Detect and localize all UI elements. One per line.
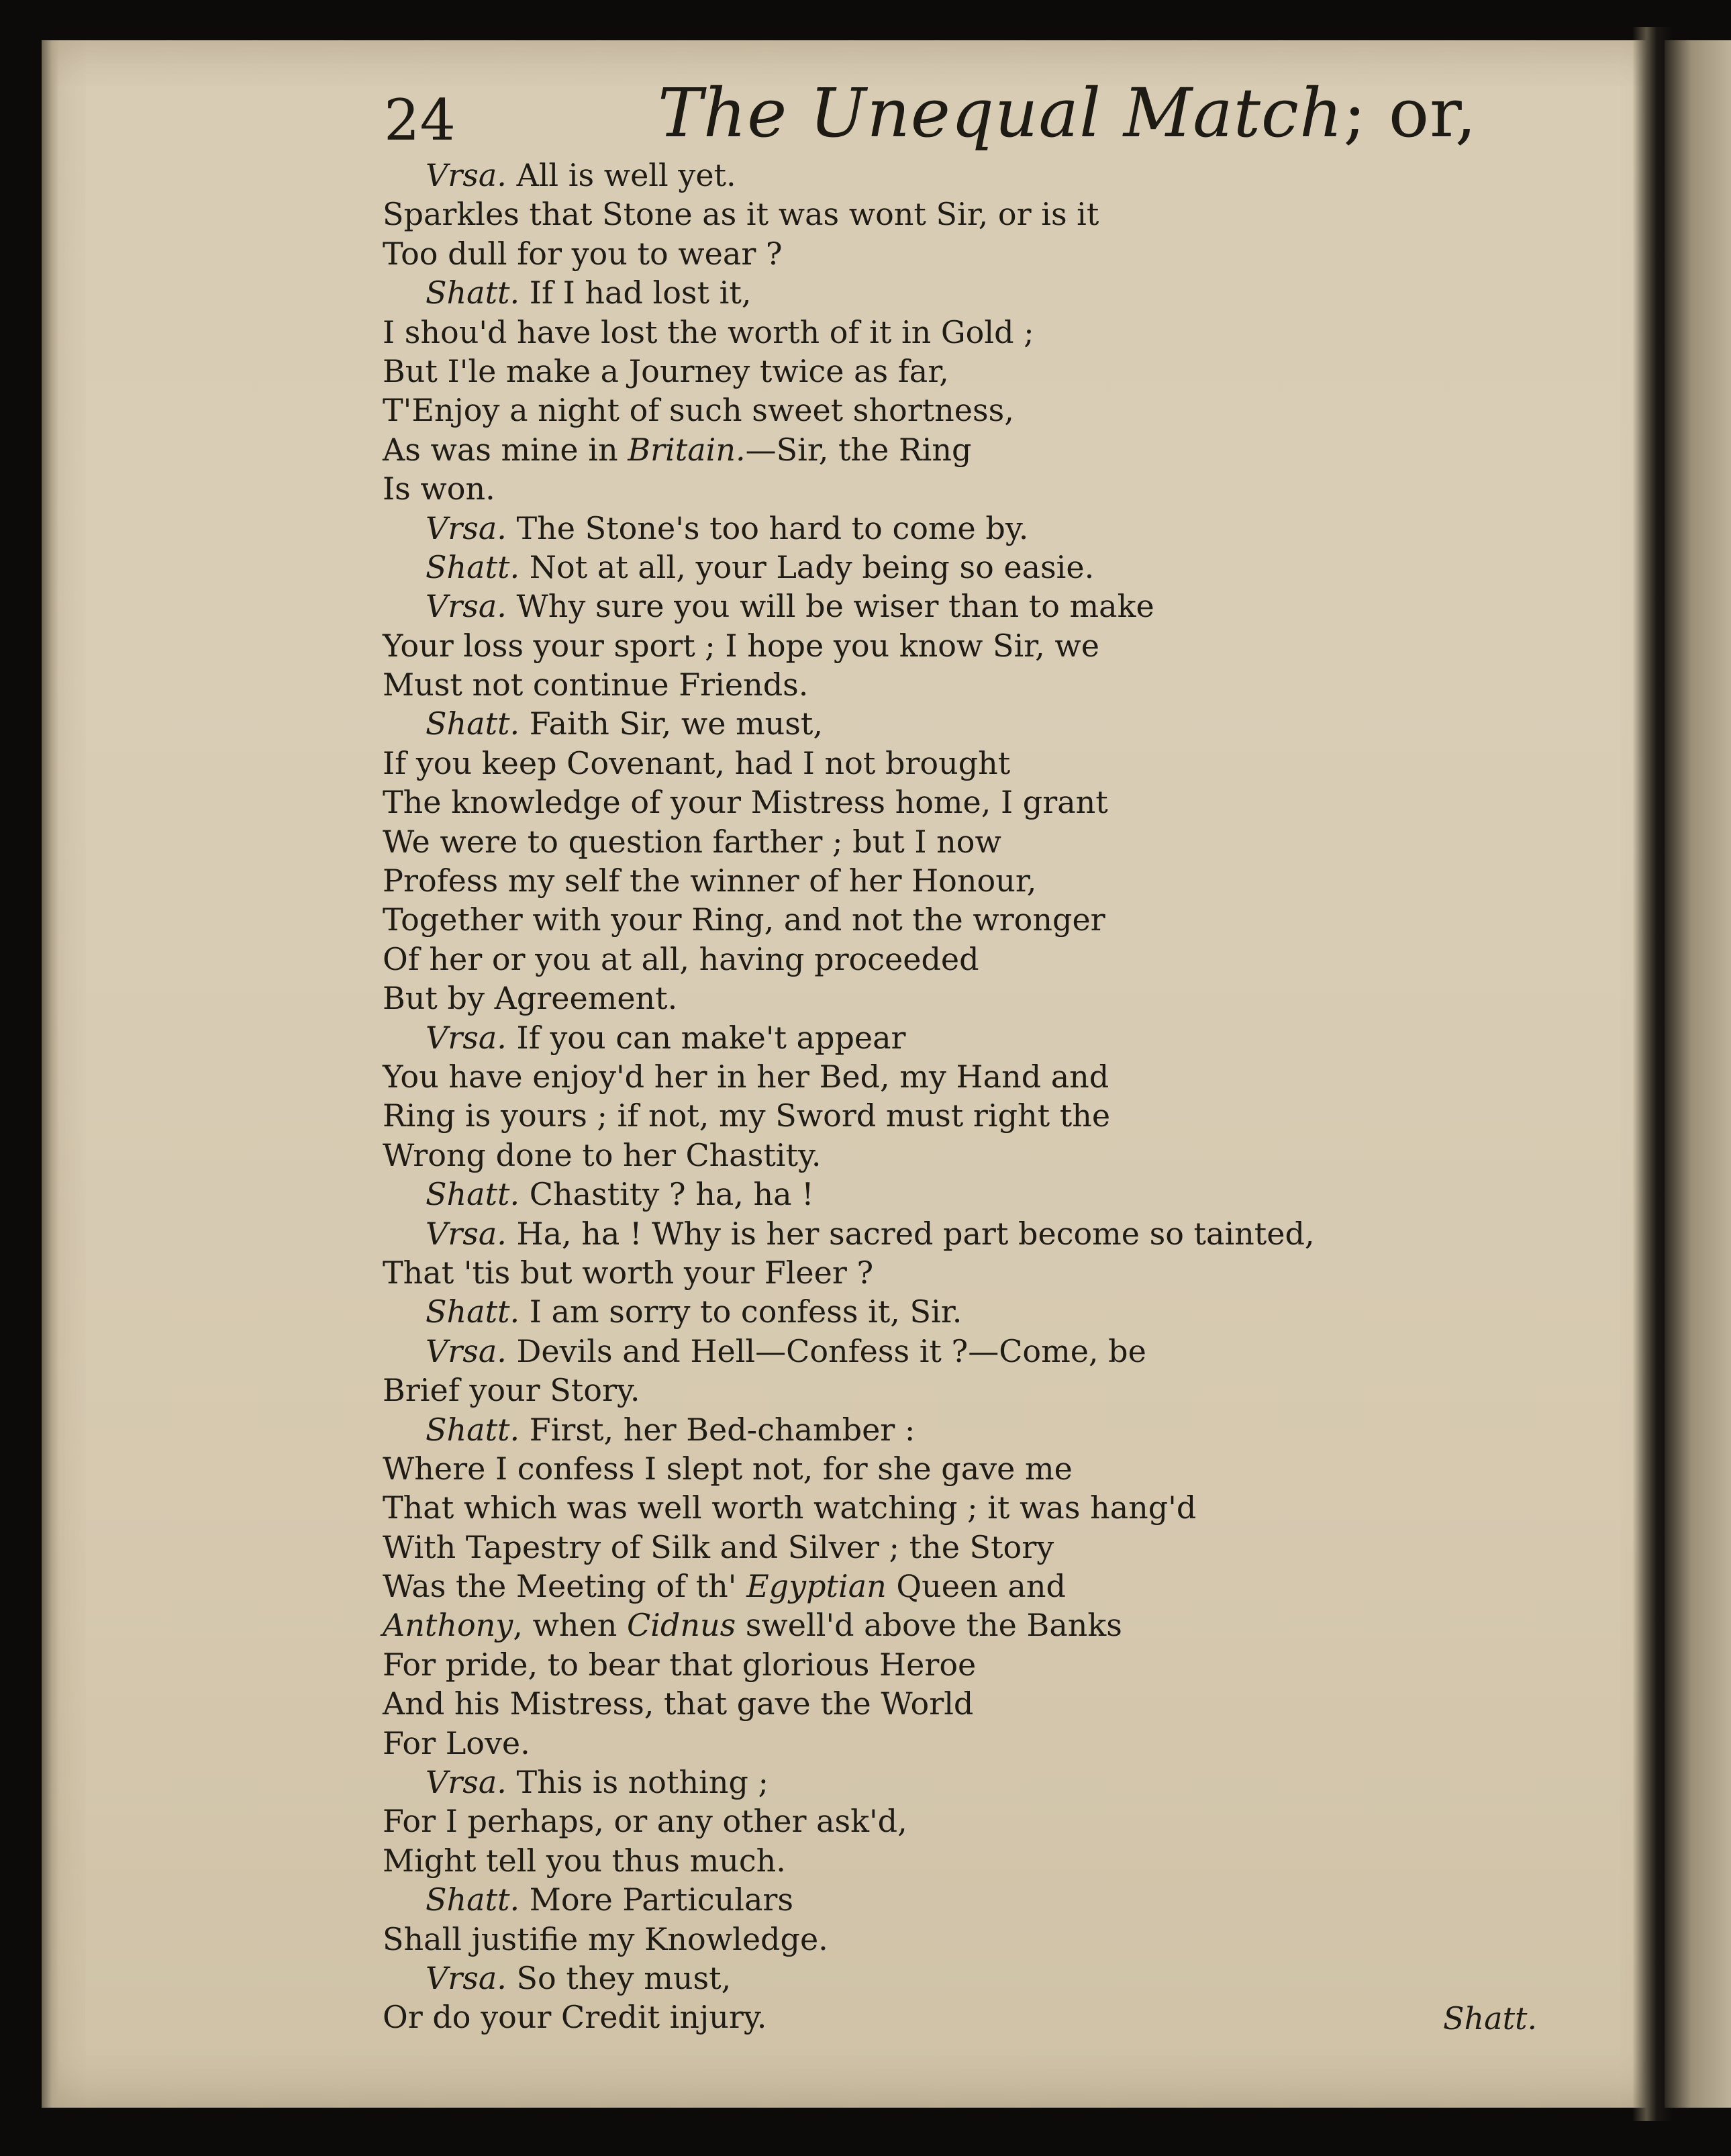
text-line	[383, 156, 1309, 195]
line-text: You have enjoy'd her in her Bed, my Hand and	[383, 1058, 1109, 1095]
line-text: But by Agreement.	[383, 980, 678, 1017]
speaker-name: Shatt.	[426, 275, 520, 311]
speaker-name: Vrsa.	[426, 1332, 507, 1369]
running-title	[658, 74, 1477, 152]
line-text: More Particulars	[520, 1881, 794, 1918]
text-line	[383, 1175, 1309, 1214]
running-title-main: The Unequal Match	[658, 74, 1344, 152]
line-text: The Stone's too hard to come by.	[506, 509, 1029, 546]
text-line	[383, 391, 1309, 430]
text-line	[383, 1410, 1309, 1449]
text-line	[383, 234, 1309, 273]
text-line	[383, 1645, 1309, 1684]
line-text: Might tell you thus much.	[383, 1842, 786, 1879]
text-line	[383, 861, 1309, 900]
text-line	[383, 1998, 1309, 2037]
text-line	[383, 940, 1309, 979]
text-line	[383, 1292, 1309, 1331]
line-text: Of her or you at all, having proceeded	[383, 940, 979, 977]
italic-name: Egyptian	[746, 1568, 887, 1605]
text-line	[383, 1841, 1309, 1880]
text-line	[383, 626, 1309, 665]
text-line	[383, 1057, 1309, 1096]
text-line	[383, 1802, 1309, 1841]
speaker-name: Vrsa.	[426, 1215, 507, 1252]
page-left-edge	[42, 40, 59, 2108]
line-text: I am sorry to confess it, Sir.	[520, 1293, 962, 1330]
text-line	[383, 783, 1309, 822]
line-text: Why sure you will be wiser than to make	[506, 588, 1154, 625]
text-line	[383, 548, 1309, 587]
text-line	[383, 665, 1309, 704]
speaker-name: Shatt.	[426, 1411, 520, 1448]
line-text: But I'le make a Journey twice as far,	[383, 352, 949, 389]
text-line	[383, 1684, 1309, 1723]
line-text: Wrong done to her Chastity.	[383, 1136, 822, 1173]
line-text: Your loss your sport ; I hope you know Sir, we	[383, 627, 1099, 664]
text-line	[383, 1920, 1309, 1959]
line-text: Profess my self the winner of her Honour,	[383, 863, 1037, 899]
line-text: Shall justifie my Knowledge.	[383, 1920, 828, 1957]
line-text: The knowledge of your Mistress home, I grant	[383, 784, 1108, 821]
text-line	[383, 1959, 1309, 1998]
line-text: Was the Meeting of th'	[383, 1568, 747, 1605]
text-line	[383, 1332, 1309, 1371]
speaker-name: Shatt.	[426, 1176, 520, 1213]
text-line	[383, 1724, 1309, 1763]
line-text: Not at all, your Lady being so easie.	[520, 548, 1095, 585]
catchword: Shatt.	[1443, 2000, 1538, 2037]
text-line	[383, 430, 1309, 469]
text-line	[383, 1018, 1309, 1057]
text-line	[383, 1528, 1309, 1567]
line-text: Ha, ha ! Why is her sacred part become so tainted,	[506, 1215, 1315, 1252]
facing-page-edge	[1665, 40, 1731, 2108]
line-text: , when	[513, 1607, 627, 1644]
line-text: Queen and	[886, 1568, 1066, 1605]
speaker-name: Vrsa.	[426, 509, 507, 546]
line-text: Chastity ? ha, ha !	[520, 1176, 814, 1213]
line-text: That which was well worth watching ; it was hang'd	[383, 1489, 1197, 1526]
line-text: For pride, to bear that glorious Heroe	[383, 1646, 977, 1683]
text-line	[383, 273, 1309, 312]
line-text: This is nothing ;	[506, 1764, 769, 1801]
text-line	[383, 1096, 1309, 1135]
text-line	[383, 822, 1309, 861]
page-number: 24	[384, 87, 456, 153]
speaker-name: Vrsa.	[426, 588, 507, 625]
line-text: Devils and Hell—Confess it ?—Come, be	[506, 1332, 1146, 1369]
text-line	[383, 352, 1309, 391]
text-line	[383, 1606, 1309, 1645]
speaker-name: Shatt.	[426, 548, 520, 585]
play-text	[383, 156, 1315, 2037]
line-text: With Tapestry of Silk and Silver ; the Story	[383, 1528, 1054, 1565]
text-line	[383, 900, 1309, 939]
page-header	[376, 67, 1477, 154]
line-text: First, her Bed-chamber :	[520, 1411, 916, 1448]
line-text: If I had lost it,	[520, 275, 752, 311]
line-text: Faith Sir, we must,	[520, 705, 824, 742]
text-line	[383, 1880, 1309, 1919]
running-title-tail: ; or,	[1343, 74, 1477, 152]
line-text: Where I confess I slept not, for she gave me	[383, 1450, 1073, 1487]
line-text: Must not continue Friends.	[383, 667, 809, 703]
text-line	[383, 1763, 1309, 1802]
text-line	[383, 587, 1309, 626]
text-line	[383, 313, 1309, 352]
line-text: Is won.	[383, 471, 495, 507]
speaker-name: Vrsa.	[426, 1764, 507, 1801]
text-line	[383, 195, 1309, 234]
text-line	[383, 1371, 1309, 1410]
italic-name: Cidnus	[626, 1607, 736, 1644]
speaker-name: Vrsa.	[426, 157, 507, 193]
line-text: Ring is yours ; if not, my Sword must right the	[383, 1097, 1111, 1134]
speaker-name: Shatt.	[426, 705, 520, 742]
line-text: That 'tis but worth your Fleer ?	[383, 1254, 874, 1291]
text-line	[383, 704, 1309, 743]
line-text: —Sir, the Ring	[745, 431, 972, 468]
line-text: All is well yet.	[506, 157, 736, 193]
line-text: If you can make't appear	[506, 1019, 906, 1056]
line-text: If you keep Covenant, had I not brought	[383, 744, 1011, 781]
text-line	[383, 979, 1309, 1018]
text-line	[383, 744, 1309, 783]
line-text: Together with your Ring, and not the wronger	[383, 901, 1105, 938]
speaker-name: Vrsa.	[426, 1959, 507, 1996]
text-line	[383, 1214, 1315, 1253]
text-line	[383, 1449, 1309, 1488]
line-text: And his Mistress, that gave the World	[383, 1685, 974, 1722]
line-text: T'Enjoy a night of such sweet shortness,	[383, 392, 1014, 429]
line-text: So they must,	[506, 1959, 732, 1996]
line-text: Or do your Credit injury.	[383, 1999, 767, 2036]
text-line	[383, 1567, 1309, 1606]
line-text: We were to question farther ; but I now	[383, 823, 1001, 860]
italic-name: Britain.	[628, 431, 746, 468]
text-line	[383, 1488, 1309, 1527]
text-line	[383, 1253, 1309, 1292]
speaker-name: Vrsa.	[426, 1019, 507, 1056]
speaker-name: Shatt.	[426, 1293, 520, 1330]
line-text: Brief your Story.	[383, 1372, 640, 1409]
text-line	[383, 469, 1309, 508]
line-text: As was mine in	[383, 431, 628, 468]
text-line	[383, 509, 1309, 548]
text-line	[383, 1136, 1309, 1175]
italic-name: Anthony	[383, 1607, 513, 1644]
line-text: For Love.	[383, 1724, 530, 1761]
line-text: Too dull for you to wear ?	[383, 235, 783, 272]
line-text: I shou'd have lost the worth of it in Gold ;	[383, 313, 1034, 350]
speaker-name: Shatt.	[426, 1881, 520, 1918]
line-text: Sparkles that Stone as it was wont Sir, or is it	[383, 196, 1099, 233]
line-text: swell'd above the Banks	[736, 1607, 1122, 1644]
line-text: For I perhaps, or any other ask'd,	[383, 1803, 907, 1840]
